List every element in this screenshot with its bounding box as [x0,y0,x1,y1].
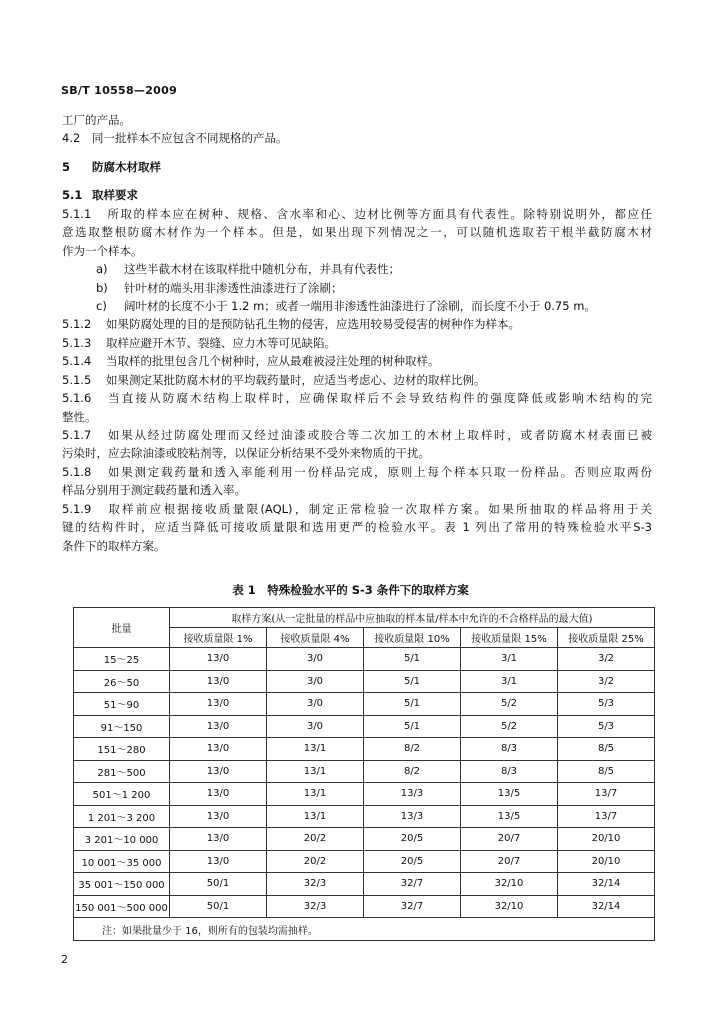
sampling-plan-cell: 13/7 [558,783,655,806]
table-row [74,715,655,738]
table-header-row [74,608,655,628]
table-row [74,760,655,783]
sampling-plan-cell: 13/5 [461,805,558,828]
clause-number: 5.1.4 [62,354,92,369]
item-label: b) [96,280,108,295]
clause-5-1-9-line3: 条件下的取样方案。 [62,538,166,553]
sampling-plan-cell: 13/3 [364,805,461,828]
item-text: 针叶材的端头用非渗透性油漆进行了涂刷； [124,280,343,295]
clause-text: 取样前应根据接收质量限(AQL)，制定正常检验一次取样方案。如果所抽取的样品将用于关 [106,501,652,516]
column-group-header: 取样方案(从一定批量的样品中应抽取的样本量/样本中允许的不合格样品的最大值) [170,608,655,628]
sampling-plan-cell: 5/1 [364,670,461,693]
clause-number: 5 [62,159,71,174]
sampling-plan-cell: 20/2 [267,850,364,873]
sampling-plan-cell: 32/3 [267,873,364,896]
sampling-plan-cell: 5/1 [364,693,461,716]
batch-size-cell: 26～50 [74,670,170,693]
clause-number: 5.1.7 [62,428,92,442]
sampling-plan-cell: 8/2 [364,738,461,761]
sampling-plan-cell: 3/0 [267,670,364,693]
clause-text: 防腐木材取样 [92,159,161,174]
sampling-plan-cell: 13/5 [461,783,558,806]
clause-text: 如果防腐处理的目的是预防钻孔生物的侵害，应选用较易受侵害的树种作为样本。 [106,317,520,332]
clause-5-1-8-line2: 样品分别用于测定载药量和透入率。 [62,483,246,498]
item-text: 这些半截木材在该取样批中随机分布，并具有代表性； [124,262,400,277]
clause-text: 取样要求 [92,188,138,203]
clause-number: 4.2 [62,131,81,146]
batch-size-cell: 151～280 [74,738,170,761]
sampling-plan-cell: 13/7 [558,805,655,828]
sampling-plan-cell: 32/7 [364,873,461,896]
sampling-plan-cell: 3/0 [267,715,364,738]
batch-size-cell: 10 001～35 000 [74,850,170,873]
sampling-plan-cell: 32/14 [558,873,655,896]
sampling-plan-cell: 5/3 [558,693,655,716]
clause-5-1-5 [62,371,652,389]
sampling-plan-cell: 13/0 [170,760,267,783]
column-header-aql: 接收质量限 4% [267,628,364,648]
item-label: a) [96,262,108,277]
sampling-plan-cell: 3/0 [267,648,364,671]
clause-number: 5.1.3 [62,335,92,350]
sampling-plan-cell: 5/2 [461,693,558,716]
sampling-plan-cell: 8/5 [558,760,655,783]
batch-size-cell: 3 201～10 000 [74,828,170,851]
sampling-plan-cell: 13/1 [267,760,364,783]
table-row [74,648,655,671]
sampling-plan-cell: 3/1 [461,670,558,693]
sampling-plan-cell: 20/7 [461,850,558,873]
sampling-plan-cell: 13/0 [170,693,267,716]
clause-text: 当直接从防腐木结构上取样时，应确保取样后不会导致结构件的强度降低或影响木结构的完 [106,391,652,406]
clause-text: 如果从经过防腐处理而又经过油漆或胶合等二次加工的木材上取样时，或者防腐木材表面已被 [106,428,652,442]
sampling-plan-cell: 20/10 [558,850,655,873]
sampling-plan-cell: 8/3 [461,738,558,761]
sampling-plan-cell: 13/0 [170,783,267,806]
clause-5-1-9-line1 [62,500,652,518]
list-item-c [62,297,652,315]
batch-size-cell: 1 201～3 200 [74,805,170,828]
clause-5-1-8-line1 [62,463,652,481]
sampling-plan-cell: 13/0 [170,715,267,738]
clause-text: 当取样的批里包含几个树种时，应从最难被浸注处理的树种取样。 [106,354,440,369]
sampling-plan-cell: 20/5 [364,850,461,873]
document-body [62,111,652,555]
clause-number: 5.1.9 [62,501,92,516]
table-row [74,670,655,693]
item-label: c) [96,298,107,313]
clause-text: 所取的样本应在树种、规格、含水率和心、边材比例等方面具有代表性。除特别说明外，都应任 [106,206,652,221]
section-5-heading [62,158,652,176]
table-row [74,738,655,761]
clause-5-1-9-line2: 键的结构件时，应适当降低可接收质量限和选用更严的检验水平。表 1 列出了常用的特殊检验水平S-3 [62,520,652,535]
batch-size-cell: 15～25 [74,648,170,671]
batch-size-cell: 35 001～150 000 [74,873,170,896]
sampling-plan-cell: 50/1 [170,873,267,896]
sampling-plan-cell: 13/0 [170,648,267,671]
sampling-plan-cell: 20/7 [461,828,558,851]
list-item-a [62,260,652,278]
batch-size-cell: 281～500 [74,760,170,783]
column-header-aql: 接收质量限 1% [170,628,267,648]
batch-size-cell: 501～1 200 [74,783,170,806]
sampling-plan-cell: 3/2 [558,648,655,671]
column-header-batch: 批量 [74,608,170,648]
sampling-plan-cell: 5/1 [364,648,461,671]
clause-5-1-6-line1 [62,389,652,407]
sampling-plan-cell: 32/14 [558,895,655,918]
sampling-plan-cell: 20/2 [267,828,364,851]
page-number: 2 [61,953,68,966]
clause-number: 5.1 [62,188,83,203]
clause-number: 5.1.1 [62,206,92,221]
clause-5-1-1-line3: 作为一个样本。 [62,243,143,258]
batch-size-cell: 91～150 [74,715,170,738]
table-row [74,828,655,851]
sampling-plan-cell: 3/2 [558,670,655,693]
sampling-plan-cell: 13/1 [267,738,364,761]
clause-text: 如果测定载药量和透入率能利用一份样品完成，原则上每个样本只取一份样品。否则应取两份 [106,464,652,479]
sampling-plan-cell: 3/0 [267,693,364,716]
clause-number: 5.1.2 [62,317,92,332]
sampling-plan-cell: 32/10 [461,895,558,918]
sampling-plan-cell: 13/1 [267,805,364,828]
clause-text: 同一批样本不应包含不同规格的产品。 [92,131,288,146]
standard-code: SB/T 10558—2009 [61,84,178,97]
sampling-plan-cell: 3/1 [461,648,558,671]
sampling-plan-cell: 32/10 [461,873,558,896]
table-note-row [74,918,655,941]
sampling-plan-cell: 8/2 [364,760,461,783]
table-row [74,693,655,716]
sampling-plan-cell: 8/5 [558,738,655,761]
clause-5-1-1-line2: 意选取整根防腐木材作为一个样本。但是，如果出现下列情况之一，可以随机选取若干根半截防腐木材 [62,225,652,240]
column-header-aql: 接收质量限 15% [461,628,558,648]
table-note: 注：如果批量少于 16，则所有的包装均需抽样。 [74,918,655,941]
batch-size-cell: 51～90 [74,693,170,716]
clause-5-1-6-line2: 整性。 [62,409,97,424]
item-text: 阔叶材的长度不小于 1.2 m；或者一端用非渗透性油漆进行了涂刷，而长度不小于 0.75 m。 [124,298,596,313]
sampling-plan-cell: 20/10 [558,828,655,851]
sampling-plan-cell: 13/0 [170,850,267,873]
clause-5-1-1-line1 [62,205,652,223]
continuation-line: 工厂的产品。 [62,113,131,127]
table-row [74,895,655,918]
clause-text: 如果测定某批防腐木材的平均载药量时，应适当考虑心、边材的取样比例。 [106,372,486,387]
clause-4-2 [62,129,652,147]
column-header-aql: 接收质量限 10% [364,628,461,648]
sampling-plan-cell: 13/0 [170,670,267,693]
clause-number: 5.1.8 [62,464,92,479]
sampling-plan-cell: 13/0 [170,805,267,828]
clause-number: 5.1.5 [62,372,92,387]
clause-5-1-7-line1 [62,426,652,444]
sampling-plan-cell: 13/3 [364,783,461,806]
clause-5-1-4 [62,352,652,370]
sampling-plan-cell: 5/3 [558,715,655,738]
column-header-aql: 接收质量限 25% [558,628,655,648]
sampling-plan-cell: 20/5 [364,828,461,851]
table-row [74,805,655,828]
sampling-plan-table [73,607,655,941]
sampling-plan-cell: 50/1 [170,895,267,918]
clause-text: 取样应避开木节、裂缝、应力木等可见缺陷。 [106,335,336,350]
section-5-1-heading [62,186,652,204]
table-row [74,850,655,873]
list-item-b [62,279,652,297]
sampling-plan-cell: 13/0 [170,738,267,761]
sampling-plan-cell: 5/1 [364,715,461,738]
sampling-plan-cell: 5/2 [461,715,558,738]
clause-5-1-3 [62,334,652,352]
table-title: 表 1 特殊检验水平的 S-3 条件下的取样方案 [232,583,469,597]
sampling-plan-cell: 32/7 [364,895,461,918]
sampling-plan-cell: 13/0 [170,828,267,851]
table-row [74,783,655,806]
sampling-plan-cell: 13/1 [267,783,364,806]
batch-size-cell: 150 001～500 000 [74,895,170,918]
sampling-plan-cell: 32/3 [267,895,364,918]
table-row [74,873,655,896]
clause-number: 5.1.6 [62,391,92,406]
sampling-plan-cell: 8/3 [461,760,558,783]
clause-5-1-2 [62,315,652,333]
clause-5-1-7-line2: 污染时，应去除油漆或胶粘剂等，以保证分析结果不受外来物质的干扰。 [62,446,430,461]
